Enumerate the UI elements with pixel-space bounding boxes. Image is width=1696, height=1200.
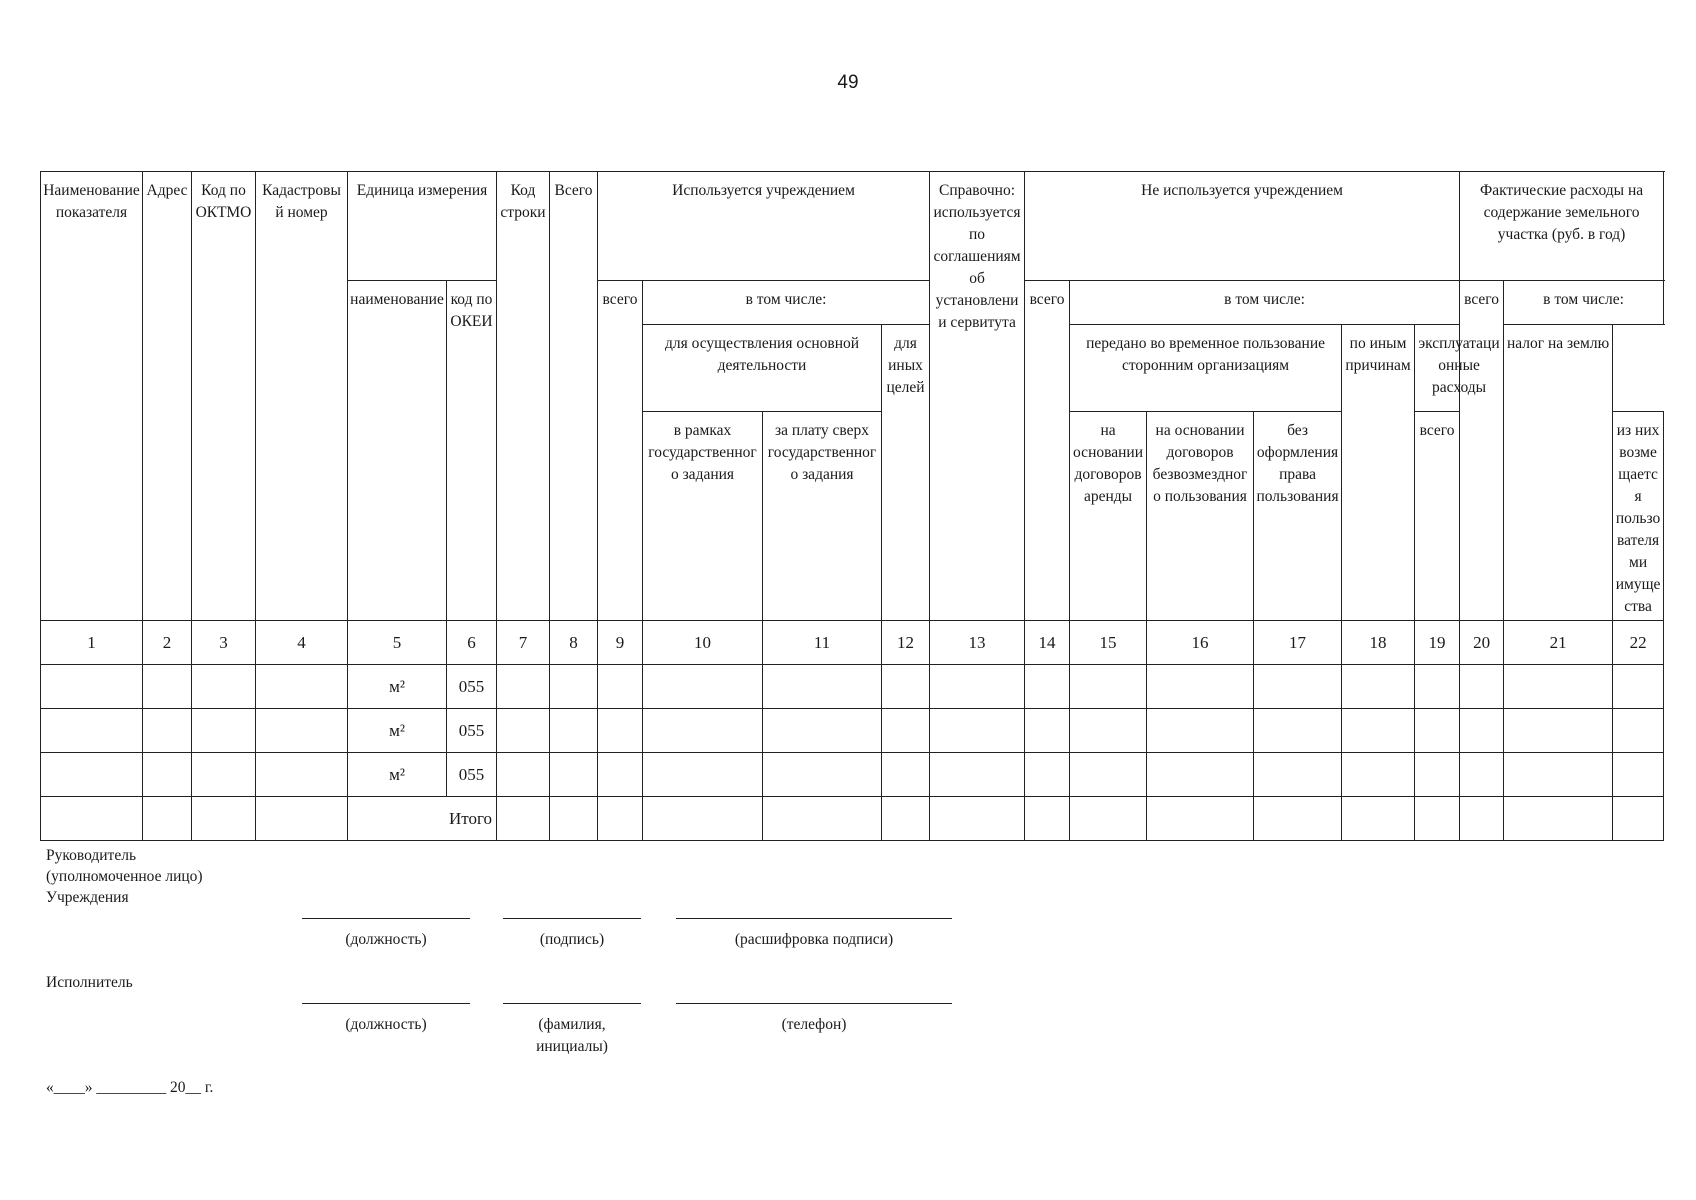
column-number: 16	[1147, 621, 1254, 665]
position-line	[302, 918, 470, 919]
header-not-used-including: в том числе:	[1070, 281, 1460, 325]
executor-phone-line	[676, 1003, 952, 1004]
header-temporary-use: передано во временное пользование сторонним организациям	[1070, 325, 1342, 412]
empty-cell	[1342, 797, 1415, 841]
header-unit-name: наименование	[348, 281, 447, 621]
signature-decoding-line	[676, 918, 952, 919]
header-servitude: Справочно: используется по соглашениям об установлении сервитута	[930, 172, 1025, 621]
column-number: 15	[1070, 621, 1147, 665]
header-lease: на основании договоров аренды	[1070, 412, 1147, 621]
empty-cell	[1460, 753, 1504, 797]
empty-cell	[550, 709, 598, 753]
column-number: 19	[1415, 621, 1460, 665]
empty-cell	[930, 753, 1025, 797]
header-indicator-name: Наименование показателя	[41, 172, 143, 621]
column-number: 12	[882, 621, 930, 665]
empty-cell	[598, 797, 643, 841]
column-number: 14	[1025, 621, 1070, 665]
empty-cell	[882, 753, 930, 797]
header-used-total: всего	[598, 281, 643, 621]
empty-cell	[192, 709, 256, 753]
empty-cell	[643, 709, 763, 753]
empty-cell	[497, 665, 550, 709]
header-paid-over-task: за плату сверх государственного задания	[763, 412, 882, 621]
empty-cell	[1415, 709, 1460, 753]
column-number: 18	[1342, 621, 1415, 665]
empty-cell	[41, 665, 143, 709]
header-used-including: в том числе:	[643, 281, 930, 325]
column-numbers-row	[41, 621, 1664, 665]
empty-cell	[1025, 797, 1070, 841]
empty-cell	[1147, 665, 1254, 709]
empty-cell	[1254, 709, 1342, 753]
empty-cell	[1254, 665, 1342, 709]
empty-cell	[1415, 797, 1460, 841]
total-label: Итого	[348, 797, 497, 841]
empty-cell	[930, 797, 1025, 841]
column-number: 10	[643, 621, 763, 665]
header-operating-total: всего	[1415, 412, 1460, 621]
page-number: 49	[837, 72, 859, 93]
empty-cell	[1147, 753, 1254, 797]
column-number: 1	[41, 621, 143, 665]
empty-cell	[1070, 665, 1147, 709]
empty-cell	[882, 709, 930, 753]
empty-cell	[41, 709, 143, 753]
header-used: Используется учреждением	[598, 172, 930, 281]
signature-caption: (подпись)	[539, 931, 605, 948]
unit-cell: м²	[348, 665, 447, 709]
header-cadastral: Кадастровый номер	[256, 172, 348, 621]
unit-cell: м²	[348, 753, 447, 797]
empty-cell	[1415, 753, 1460, 797]
empty-cell	[1613, 797, 1664, 841]
empty-cell	[256, 753, 348, 797]
empty-cell	[930, 709, 1025, 753]
executor-phone-caption: (телефон)	[781, 1016, 847, 1033]
column-number: 7	[497, 621, 550, 665]
header-oktmo: Код по ОКТМО	[192, 172, 256, 621]
empty-cell	[256, 797, 348, 841]
empty-cell	[1254, 797, 1342, 841]
empty-cell	[1504, 665, 1613, 709]
empty-cell	[1147, 709, 1254, 753]
empty-cell	[143, 709, 192, 753]
column-number: 9	[598, 621, 643, 665]
header-free-use: на основании договоров безвозмездного пользования	[1147, 412, 1254, 621]
column-number: 17	[1254, 621, 1342, 665]
column-number: 21	[1504, 621, 1613, 665]
total-row	[41, 797, 1664, 841]
empty-cell	[1613, 665, 1664, 709]
column-number: 11	[763, 621, 882, 665]
table-row	[41, 753, 1664, 797]
date-line: «____» _________ 20__ г.	[46, 1079, 214, 1096]
header-operating-expenses: эксплуатационные расходы	[1415, 325, 1504, 412]
empty-cell	[1460, 665, 1504, 709]
signature-decoding-caption: (расшифровка подписи)	[734, 931, 894, 948]
column-number: 2	[143, 621, 192, 665]
empty-cell	[1147, 797, 1254, 841]
executor-name-line	[503, 1003, 641, 1004]
empty-cell	[1504, 797, 1613, 841]
header-other-reasons: по иным причинам	[1342, 325, 1415, 621]
empty-cell	[1342, 753, 1415, 797]
empty-cell	[1504, 709, 1613, 753]
column-number: 8	[550, 621, 598, 665]
header-row-code: Код строки	[497, 172, 550, 621]
column-number: 6	[447, 621, 497, 665]
executor-label: Исполнитель	[46, 974, 133, 991]
column-number: 22	[1613, 621, 1664, 665]
empty-cell	[192, 665, 256, 709]
empty-cell	[598, 709, 643, 753]
empty-cell	[1504, 753, 1613, 797]
head-signatory-label: Руководитель (уполномоченное лицо) Учреждения	[46, 847, 203, 906]
empty-cell	[143, 665, 192, 709]
empty-cell	[763, 797, 882, 841]
empty-cell	[192, 753, 256, 797]
header-expenses-total: всего	[1460, 281, 1504, 621]
empty-cell	[256, 709, 348, 753]
empty-cell	[763, 753, 882, 797]
empty-cell	[550, 797, 598, 841]
empty-cell	[1342, 665, 1415, 709]
column-number: 5	[348, 621, 447, 665]
position-caption: (должность)	[345, 931, 427, 948]
header-expenses-including: в том числе:	[1504, 281, 1664, 325]
empty-cell	[1070, 753, 1147, 797]
empty-cell	[598, 665, 643, 709]
empty-cell	[1070, 797, 1147, 841]
empty-cell	[930, 665, 1025, 709]
okei-code-cell: 055	[447, 665, 497, 709]
empty-cell	[1342, 709, 1415, 753]
executor-name-caption: (фамилия, инициалы)	[536, 1016, 608, 1055]
header-state-task: в рамках государственного задания	[643, 412, 763, 621]
header-address: Адрес	[143, 172, 192, 621]
header-no-formalization: без оформления права пользования	[1254, 412, 1342, 621]
empty-cell	[1070, 709, 1147, 753]
empty-cell	[550, 753, 598, 797]
okei-code-cell: 055	[447, 709, 497, 753]
empty-cell	[882, 665, 930, 709]
empty-cell	[1613, 753, 1664, 797]
header-main-activity: для осуществления основной деятельности	[643, 325, 882, 412]
empty-cell	[643, 753, 763, 797]
empty-cell	[598, 753, 643, 797]
executor-position-caption: (должность)	[345, 1016, 427, 1033]
unit-cell: м²	[348, 709, 447, 753]
header-not-used-total: всего	[1025, 281, 1070, 621]
header-land-tax: налог на землю	[1504, 325, 1613, 621]
header-expenses: Фактические расходы на содержание земельного участка (руб. в год)	[1460, 172, 1664, 281]
land-plot-report-table	[40, 171, 1664, 841]
table-row	[41, 665, 1664, 709]
empty-cell	[1025, 753, 1070, 797]
empty-cell	[882, 797, 930, 841]
empty-cell	[497, 709, 550, 753]
header-unit-okei: код по ОКЕИ	[447, 281, 497, 621]
empty-cell	[256, 665, 348, 709]
empty-cell	[1025, 709, 1070, 753]
table-row	[41, 709, 1664, 753]
header-total: Всего	[550, 172, 598, 621]
header-unit: Единица измерения	[348, 172, 497, 281]
header-reimbursed: из них возмещается пользователями имущества	[1613, 412, 1664, 621]
empty-cell	[643, 665, 763, 709]
okei-code-cell: 055	[447, 753, 497, 797]
empty-cell	[497, 797, 550, 841]
empty-cell	[41, 797, 143, 841]
empty-cell	[643, 797, 763, 841]
empty-cell	[1613, 709, 1664, 753]
empty-cell	[1254, 753, 1342, 797]
column-number: 3	[192, 621, 256, 665]
column-number: 20	[1460, 621, 1504, 665]
column-number: 4	[256, 621, 348, 665]
empty-cell	[550, 665, 598, 709]
column-number: 13	[930, 621, 1025, 665]
empty-cell	[497, 753, 550, 797]
signature-line	[503, 918, 641, 919]
empty-cell	[1460, 709, 1504, 753]
empty-cell	[143, 797, 192, 841]
empty-cell	[1460, 797, 1504, 841]
executor-position-line	[302, 1003, 470, 1004]
empty-cell	[763, 665, 882, 709]
empty-cell	[143, 753, 192, 797]
empty-cell	[192, 797, 256, 841]
empty-cell	[1415, 665, 1460, 709]
empty-cell	[1025, 665, 1070, 709]
header-other-purposes: для иных целей	[882, 325, 930, 621]
empty-cell	[41, 753, 143, 797]
empty-cell	[763, 709, 882, 753]
header-not-used: Не используется учреждением	[1025, 172, 1460, 281]
